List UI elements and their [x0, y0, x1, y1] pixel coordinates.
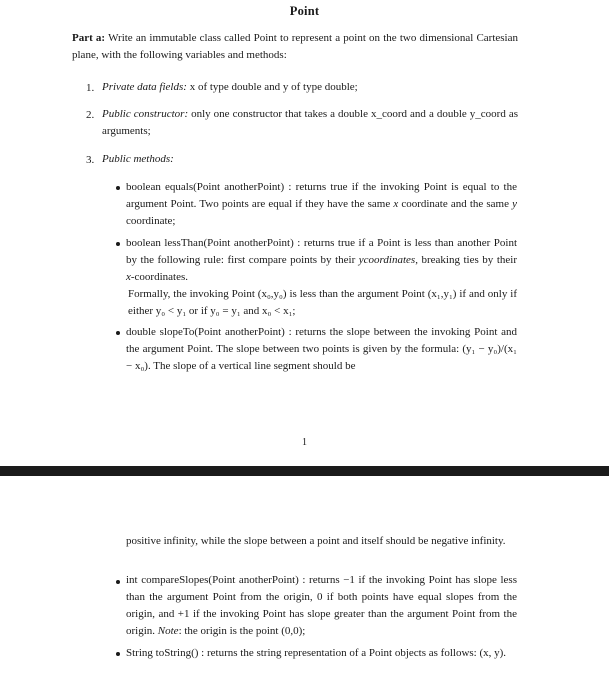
item-2-label: Public constructor: [102, 108, 189, 120]
item-1-text: x of type double and y of type double; [186, 81, 358, 93]
intro-label: Part a: [72, 32, 106, 44]
method-slopeto: double slopeTo(Point anotherPoint) : returns the slope between the invoking Point and the argument Point. The slope between two points is given by the formula: (y₁ − y₀)/(x₁ − x₀). The slope of a vertical line segment should be [126, 326, 517, 372]
item-2-number: 2. [86, 109, 95, 121]
equals-x: x [393, 198, 399, 210]
page-number: 1 [302, 437, 307, 448]
bullet-dot [116, 331, 120, 335]
lessthan-ycoords: ycoordinates [358, 254, 416, 266]
method-equals [126, 179, 517, 230]
compareslopes-text: int compareSlopes(Point anotherPoint) : returns −1 if the invoking Point has slope less than the argument Point from the origin, 0 if both points have equal slopes from the origin, and +1 if the invoking Point has slope greater than the argument Point from the origin. [126, 574, 517, 637]
intro-text: Write an immutable class called Point to represent a point on the two dimensional Cartesian plane, with the following variables and methods: [72, 32, 518, 61]
bullet-dot [116, 580, 120, 584]
slopeto-continued: positive infinity, while the slope between a point and itself should be negative infinity. [126, 535, 506, 547]
method-lessthan [126, 235, 517, 286]
item-1-number: 1. [86, 82, 95, 94]
page-title: Point [289, 4, 320, 18]
intro-paragraph [72, 30, 518, 64]
item-3-label: Public methods: [102, 153, 174, 165]
item-2-text: only one constructor that takes a double x_coord and a double y_coord as arguments; [102, 108, 518, 137]
equals-text-2: coordinate and the same [398, 198, 513, 210]
equals-text-3: coordinate; [126, 215, 176, 227]
lessthan-formal: Formally, the invoking Point (x₀,y₀) is less than the argument Point (x₁,y₁) if and only if either y₀ < y₁ or if y₀ = y₁ and x₀ < x₁; [128, 288, 517, 317]
equals-text: boolean equals(Point anotherPoint) : returns true if the invoking Point is equal to the argument Point. Two points are equal if they have the same [126, 181, 517, 210]
bullet-dot [116, 242, 120, 246]
item-1-label: Private data fields: [102, 81, 187, 93]
item-2 [102, 106, 518, 140]
equals-y: y [512, 198, 517, 210]
compareslopes-note: Note [157, 625, 179, 637]
method-compareslopes [126, 572, 517, 640]
page-2 [0, 476, 609, 683]
item-3-number: 3. [86, 154, 95, 166]
bullet-dot [116, 186, 120, 190]
lessthan-text-2: , breaking ties by their [415, 254, 517, 266]
lessthan-text-3: -coordinates. [130, 271, 189, 283]
lessthan-x: x [126, 271, 131, 283]
compareslopes-text-2: : the origin is the point (0,0); [178, 625, 306, 637]
item-1 [102, 79, 518, 96]
lessthan-text: boolean lessThan(Point anotherPoint) : returns true if a Point is less than another Point by the following rule: first compare points by their [126, 237, 517, 266]
page-separator [0, 466, 609, 476]
bullet-dot [116, 652, 120, 656]
item-3 [102, 151, 518, 168]
method-tostring: String toString() : returns the string representation of a Point objects as follows: (x, y). [126, 647, 507, 659]
